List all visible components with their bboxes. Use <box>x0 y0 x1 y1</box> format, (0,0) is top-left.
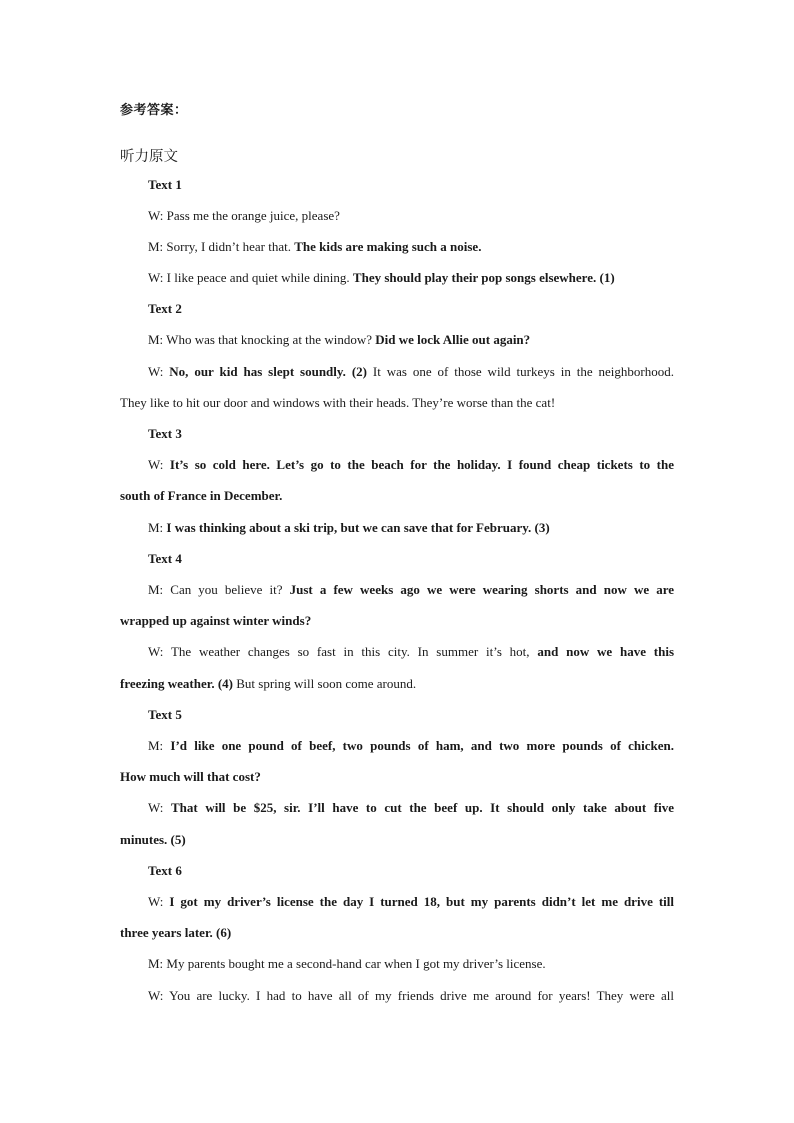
dialogue-line: W: I like peace and quiet while dining. They should play their pop songs elsewhere. (1) <box>148 270 615 285</box>
text-label: Text 2 <box>148 301 182 316</box>
dialogue-continuation: How much will that cost? <box>120 769 261 784</box>
dialogue-line: W: You are lucky. I had to have all of my friends drive me around for years! They were all <box>148 988 674 1003</box>
dialogue-continuation: minutes. (5) <box>120 832 186 847</box>
dialogue-line: M: Can you believe it? Just a few weeks ago we were wearing shorts and now we are <box>148 582 675 597</box>
dialogue-continuation: south of France in December. <box>120 488 283 503</box>
dialogue-line: W: I got my driver’s license the day I turned 18, but my parents didn’t let me drive till <box>148 894 674 909</box>
dialogue-continuation: They like to hit our door and windows with their heads. They’re worse than the cat! <box>120 395 556 410</box>
answer-key-heading: 参考答案： <box>120 103 188 118</box>
dialogue-continuation: wrapped up against winter winds? <box>120 613 312 628</box>
dialogue-line: W: The weather changes so fast in this city. In summer it’s hot, and now we have this <box>148 644 674 659</box>
transcript-heading: 听力原文 <box>120 149 178 165</box>
dialogue-line: M: Who was that knocking at the window? Did we lock Allie out again? <box>148 332 531 347</box>
dialogue-line: M: I’d like one pound of beef, two pounds of ham, and two more pounds of chicken. <box>148 738 675 753</box>
dialogue-line: W: Pass me the orange juice, please? <box>148 208 340 223</box>
text-label: Text 1 <box>148 177 182 192</box>
dialogue-continuation: three years later. (6) <box>120 925 232 940</box>
text-label: Text 6 <box>148 863 182 878</box>
dialogue-line: W: It’s so cold here. Let’s go to the beach for the holiday. I found cheap tickets to the <box>148 457 674 472</box>
dialogue-continuation: freezing weather. (4) But spring will soon come around. <box>120 676 417 691</box>
dialogue-line: M: My parents bought me a second-hand car when I got my driver’s license. <box>148 956 546 971</box>
text-label: Text 5 <box>148 707 182 722</box>
dialogue-line: W: That will be $25, sir. I’ll have to cut the beef up. It should only take about five <box>148 800 675 815</box>
dialogue-line: M: I was thinking about a ski trip, but we can save that for February. (3) <box>148 520 550 535</box>
dialogue-line: M: Sorry, I didn’t hear that. The kids are making such a noise. <box>148 239 482 254</box>
dialogue-line: W: No, our kid has slept soundly. (2) It was one of those wild turkeys in the neighborhood. <box>148 364 674 379</box>
text-label: Text 3 <box>148 426 182 441</box>
text-label: Text 4 <box>148 551 182 566</box>
